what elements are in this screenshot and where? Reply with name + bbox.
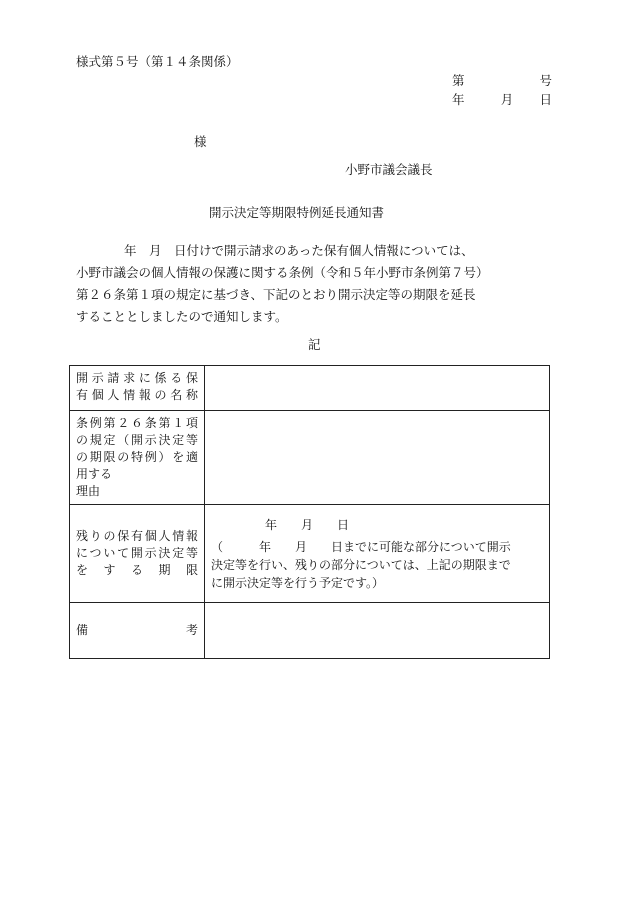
addressee-suffix: 様 xyxy=(194,134,207,149)
body-line: することとしましたので通知します。 xyxy=(76,309,288,324)
issue-date-line xyxy=(452,90,552,108)
doc-number-prefix: 第 xyxy=(452,73,465,88)
value-cell-reason[interactable] xyxy=(205,411,550,505)
sender-name: 小野市議会議長 xyxy=(345,162,433,177)
body-line: 年 月 日付けで開示請求のあった保有個人情報については、 xyxy=(124,243,474,258)
notice-body xyxy=(76,240,556,328)
value-cell-remarks[interactable] xyxy=(205,603,550,659)
date-month: 月 xyxy=(500,92,514,107)
label-line: 残りの保有個人情報 xyxy=(76,529,198,543)
deadline-date: 年 月 日 xyxy=(265,518,350,532)
body-line: 小野市議会の個人情報の保護に関する条例（令和５年小野市条例第７号） xyxy=(76,265,489,280)
label-line: の規定（開示決定等 xyxy=(76,433,198,447)
value-cell-info-name[interactable] xyxy=(205,366,550,411)
label-cell-info-name xyxy=(70,366,205,411)
deadline-note xyxy=(211,538,543,592)
note-line: （ 年 月 日までに可能な部分について開示 xyxy=(211,540,511,554)
date-year: 年 xyxy=(452,92,465,107)
label-line: 開示請求に係る保 xyxy=(76,371,198,385)
doc-number-suffix: 号 xyxy=(539,73,552,88)
note-line: 決定等を行い、残りの部分については、上記の期限まで xyxy=(211,558,511,572)
date-day: 日 xyxy=(539,92,552,107)
ki-label: 記 xyxy=(308,337,321,352)
note-line: に開示決定等を行う予定です。） xyxy=(211,576,385,590)
table-row xyxy=(70,505,550,603)
label-cell-reason xyxy=(70,411,205,505)
label-line: について開示決定等 xyxy=(76,546,198,560)
value-cell-deadline[interactable] xyxy=(205,505,550,603)
details-table xyxy=(69,365,550,659)
label-line: を す る 期 限 xyxy=(76,563,198,577)
label-line: 用する xyxy=(76,467,113,481)
table-row xyxy=(70,411,550,505)
label-line: 理由 xyxy=(76,484,101,498)
label-line: 備 考 xyxy=(76,623,198,637)
body-line: 第２６条第１項の規定に基づき、下記のとおり開示決定等の期限を延長 xyxy=(76,287,476,302)
label-line: 有個人情報の名称 xyxy=(76,388,198,402)
label-cell-deadline xyxy=(70,505,205,603)
form-number: 様式第５号（第１４条関係） xyxy=(76,54,239,69)
label-cell-remarks xyxy=(70,603,205,659)
table-row xyxy=(70,366,550,411)
table-row xyxy=(70,603,550,659)
document-number-line xyxy=(452,71,552,89)
label-line: 条例第２６条第１項 xyxy=(76,416,198,430)
label-line: の期限の特例）を適 xyxy=(76,450,198,464)
document-title: 開示決定等期限特例延長通知書 xyxy=(209,205,385,220)
